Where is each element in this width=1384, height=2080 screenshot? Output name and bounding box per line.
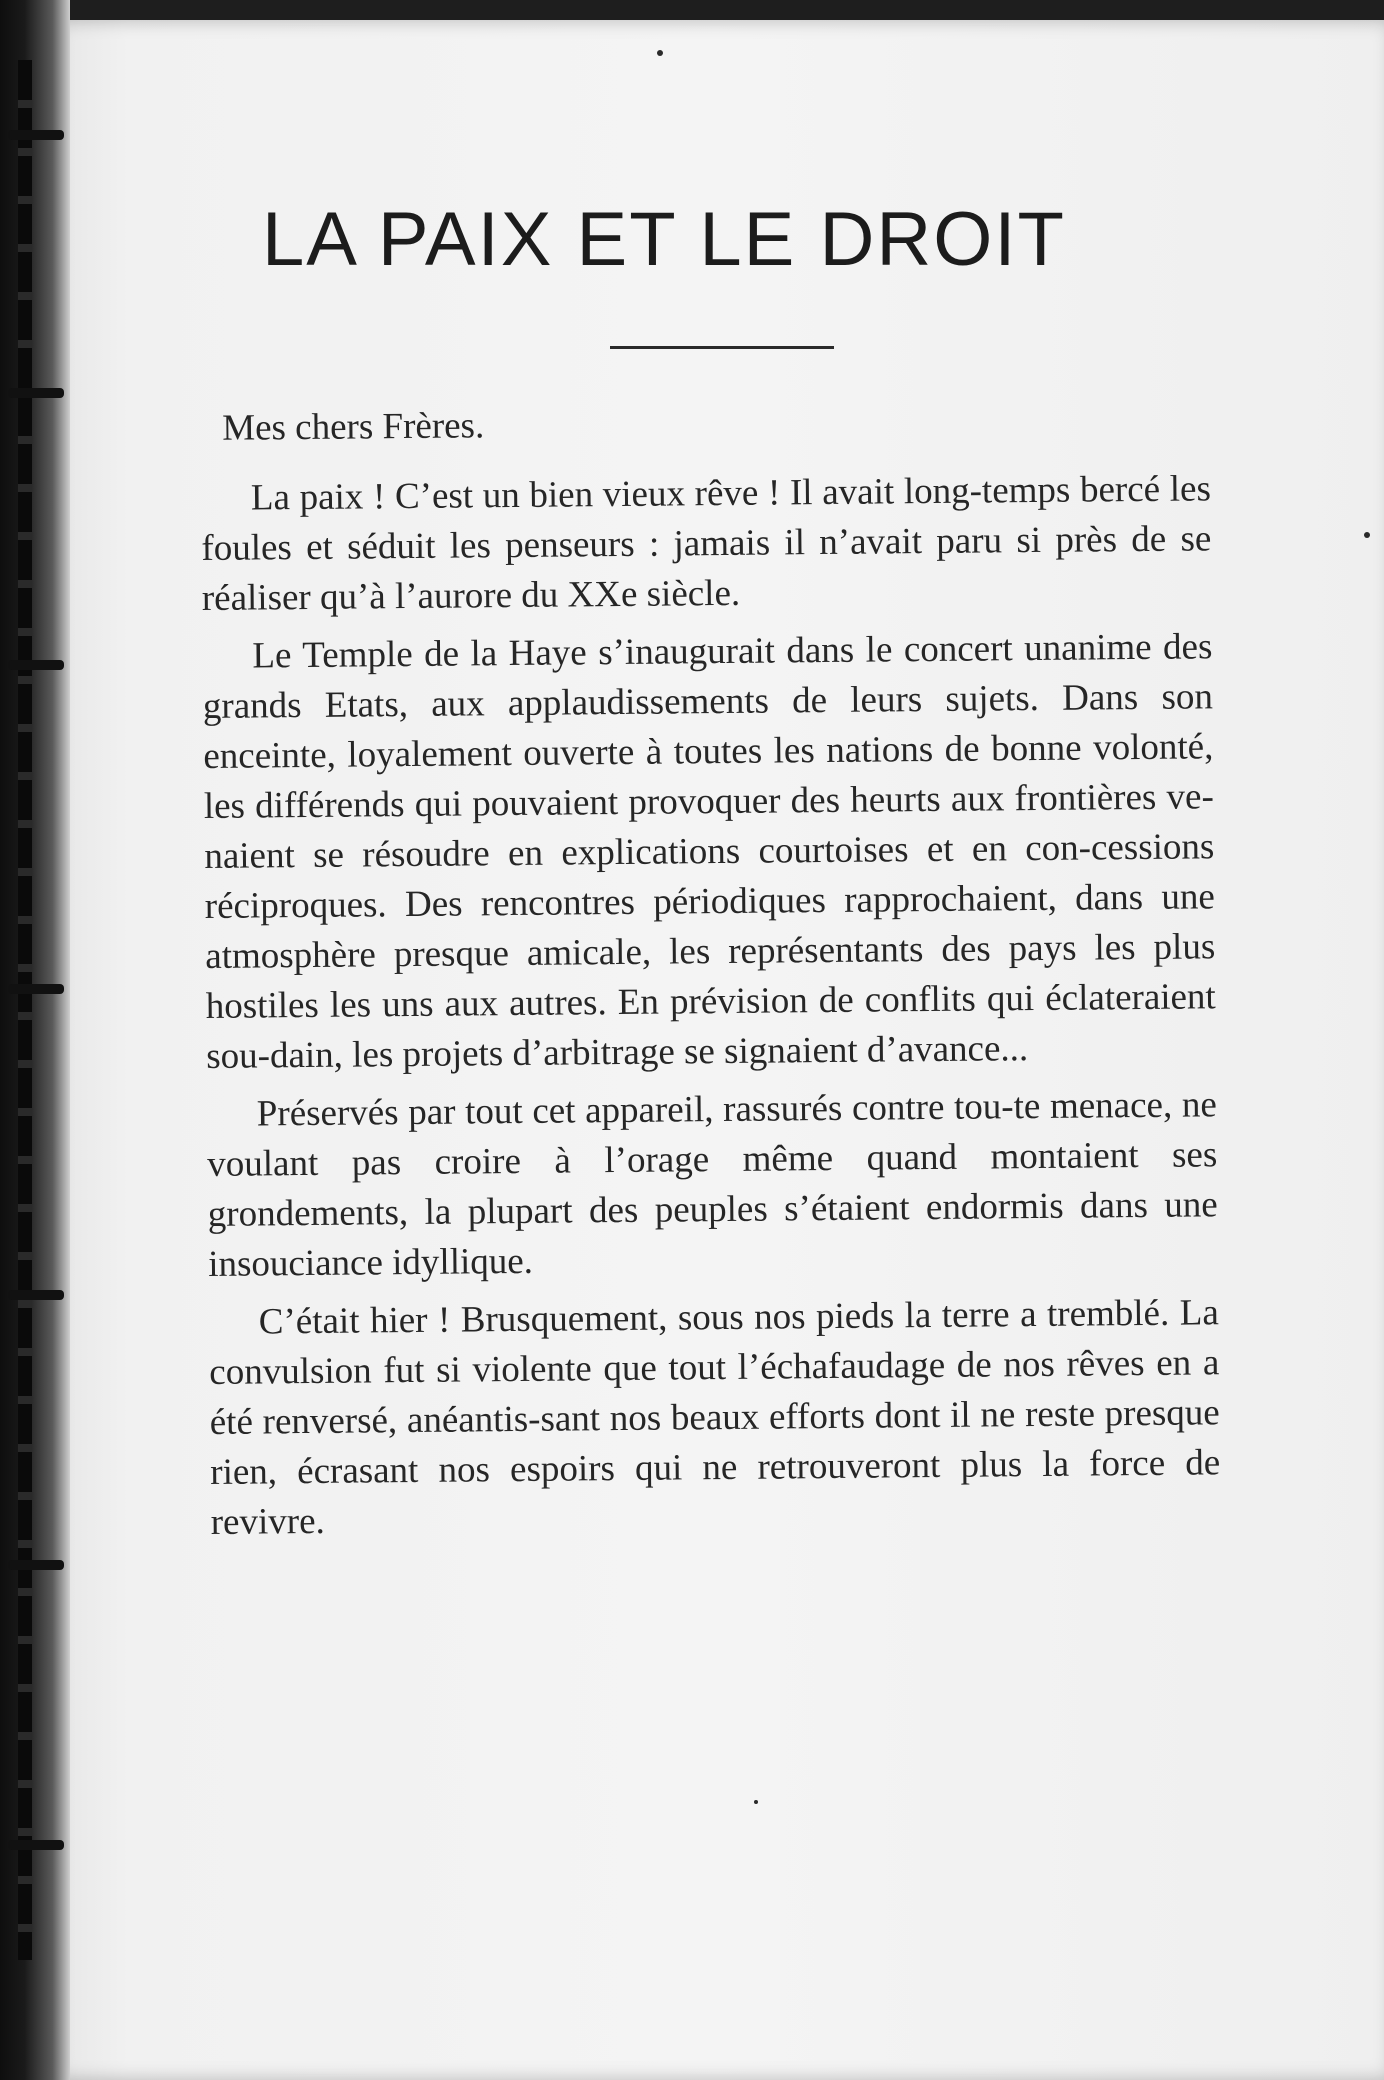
title-rule [610,346,834,349]
binding-stitch [8,1290,64,1300]
binding-stitch [8,1840,64,1850]
paragraph: C’était hier ! Brusquement, sous nos pieds la terre a tremblé. La convulsion fut si violente que tout l’échafaudage de nos rêves en a été renversé, anéantis-sant nos beaux efforts dont il ne reste presque rien, écrasant nos espoirs qui ne retrouveront plus la force de revivre. [209,1292,1221,1543]
binding-stitch [8,1560,64,1570]
ink-speck [1364,532,1370,538]
salutation: Mes chers Frères. [222,405,485,449]
paragraph: Préservés par tout cet appareil, rassurés contre tou-te menace, ne voulant pas croire à l’orage même quand montaient ses grondements, la plupart des peuples s’étaient endormis dans une insouciance idyllique. [207,1084,1218,1285]
binding-stitch [8,130,64,140]
ink-speck [754,1800,758,1804]
binding-stitching [18,60,32,1960]
ink-speck [657,50,663,56]
binding-stitch [8,660,64,670]
paragraph: La paix ! C’est un bien vieux rêve ! Il avait long-temps bercé les foules et séduit les penseurs : jamais il n’avait paru si près de se réaliser qu’à l’aurore du XXe siècle. [201,468,1212,619]
book-binding [0,0,70,2080]
binding-stitch [8,388,64,398]
paragraph: Le Temple de la Haye s’inaugurait dans le concert unanime des grands Etats, aux applaudissements de leurs sujets. Dans son enceinte, loyalement ouverte à toutes les nations de bonne volonté, les différends qui pouvaient provoquer des heurts aux frontières ve-naient se résoudre en explications courtoises et en con-cessions réciproques. Des rencontres périodiques rapprochaient, dans une atmosphère presque amicale, les représentants des pays les plus hostiles les uns aux autres. En prévision de conflits qui éclateraient sou-dain, les projets d’arbitrage se signaient d’avance... [202,626,1216,1077]
binding-stitch [8,984,64,994]
body-text [200,394,1221,1556]
page-title: LA PAIX ET LE DROIT [262,197,1066,282]
